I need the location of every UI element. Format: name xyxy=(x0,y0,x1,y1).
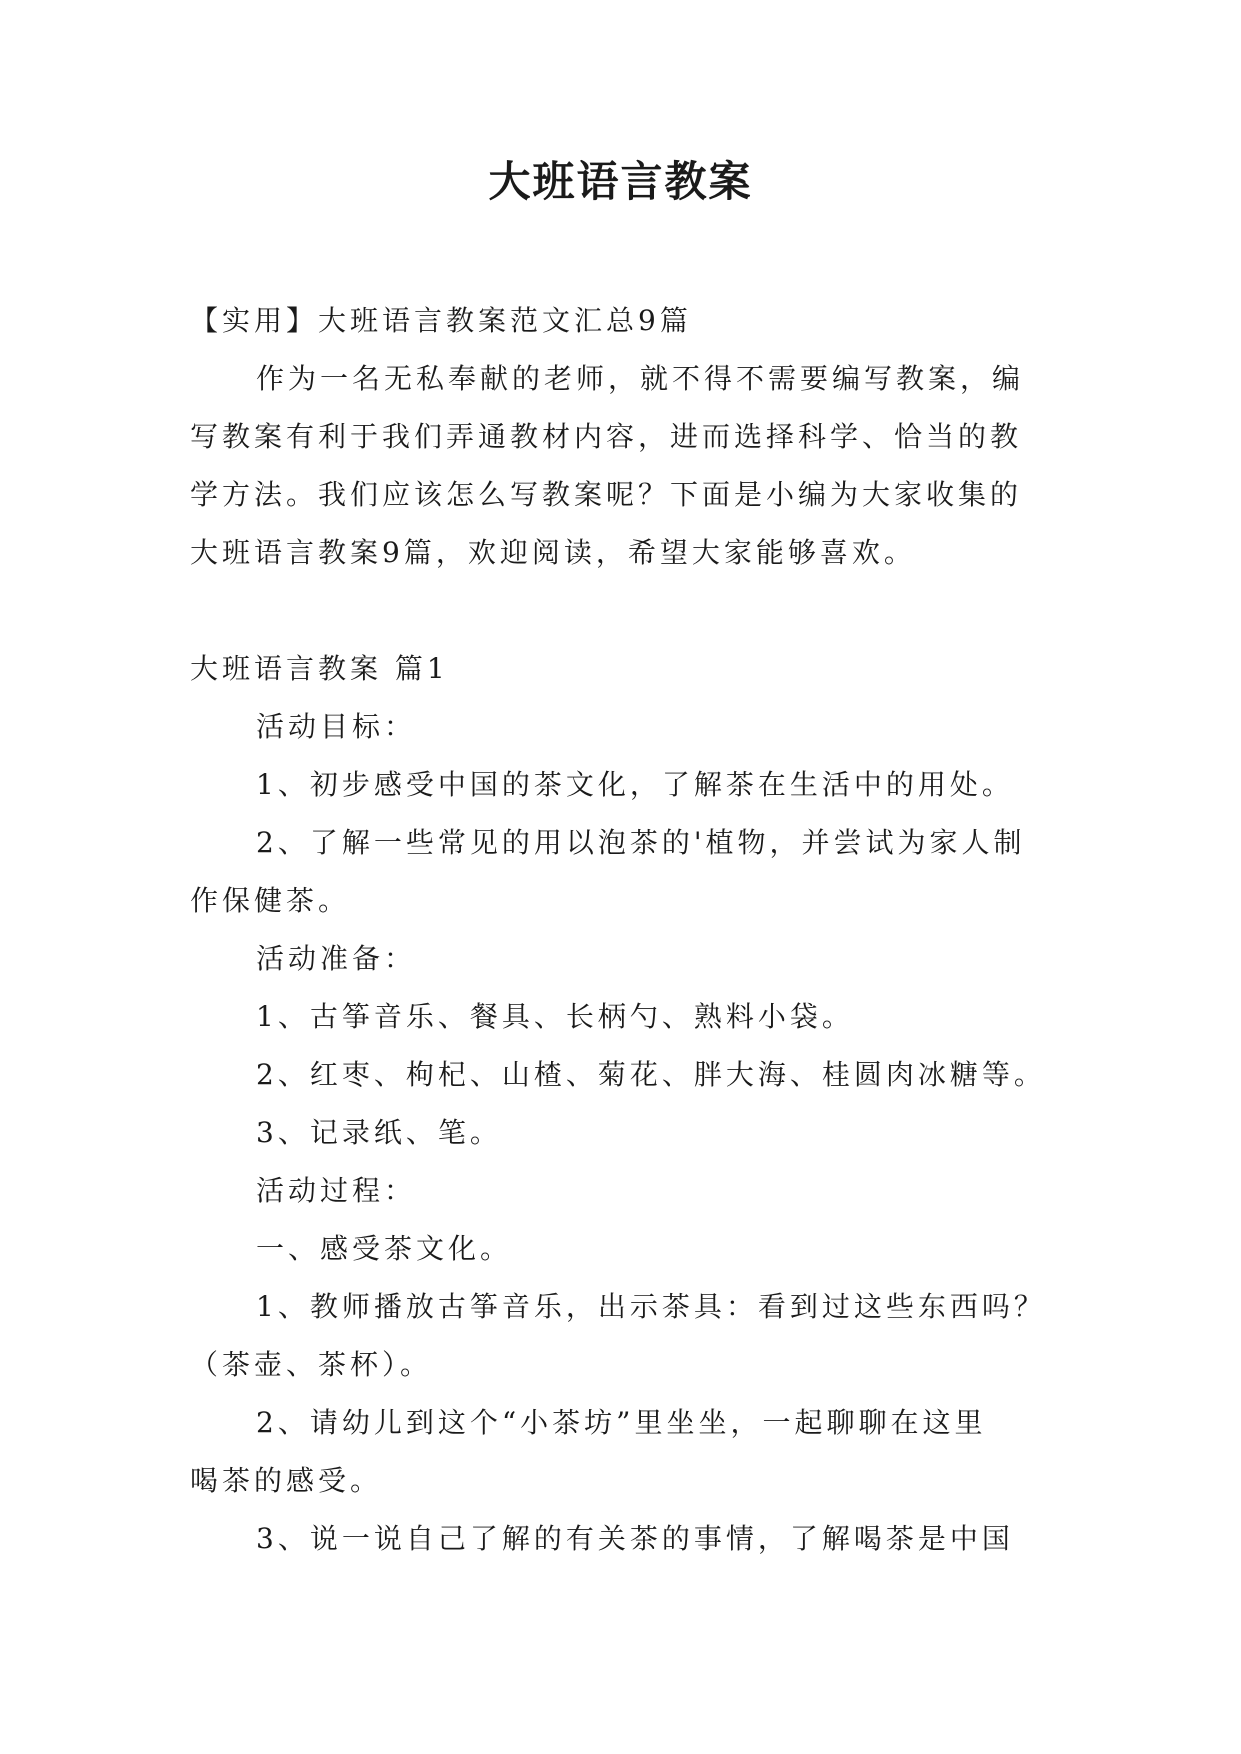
document-body xyxy=(190,292,1070,1568)
body-line: 活动目标： xyxy=(256,710,417,743)
intro-line: 学方法。我们应该怎么写教案呢？下面是小编为大家收集的 xyxy=(190,478,1023,511)
body-line: 活动准备： xyxy=(256,942,417,975)
body-line: 一、感受茶文化。 xyxy=(256,1232,513,1265)
document-subtitle: 【实用】大班语言教案范文汇总9篇 xyxy=(190,304,692,337)
body-line: 2、请幼儿到这个“小茶坊”里坐坐，一起聊聊在这里 xyxy=(256,1406,987,1439)
body-line: （茶壶、茶杯）。 xyxy=(190,1348,433,1381)
intro-line: 作为一名无私奉献的老师，就不得不需要编写教案，编 xyxy=(256,362,1025,395)
body-line: 3、记录纸、笔。 xyxy=(256,1116,502,1149)
body-line: 喝茶的感受。 xyxy=(190,1464,383,1497)
paragraph-gap xyxy=(190,582,1070,640)
body-line: 2、红枣、枸杞、山楂、菊花、胖大海、桂圆肉冰糖等。 xyxy=(256,1058,1046,1091)
intro-line: 大班语言教案9篇，欢迎阅读，希望大家能够喜欢。 xyxy=(190,536,916,569)
body-line: 3、说一说自己了解的有关茶的事情，了解喝茶是中国 xyxy=(256,1522,1014,1555)
section-content xyxy=(190,698,1070,1568)
intro-line: 写教案有利于我们弄通教材内容，进而选择科学、恰当的教 xyxy=(190,420,1023,453)
body-line: 1、初步感受中国的茶文化，了解茶在生活中的用处。 xyxy=(256,768,1014,801)
body-line: 作保健茶。 xyxy=(190,884,351,917)
body-line: 1、教师播放古筝音乐，出示茶具：看到过这些东西吗？ xyxy=(256,1290,1046,1323)
body-line: 活动过程： xyxy=(256,1174,417,1207)
body-line: 1、古筝音乐、餐具、长柄勺、熟料小袋。 xyxy=(256,1000,854,1033)
body-line: 2、了解一些常见的用以泡茶的'植物，并尝试为家人制 xyxy=(256,826,1026,859)
page-title: 大班语言教案 xyxy=(488,157,753,206)
section-heading: 大班语言教案 篇1 xyxy=(190,652,449,685)
